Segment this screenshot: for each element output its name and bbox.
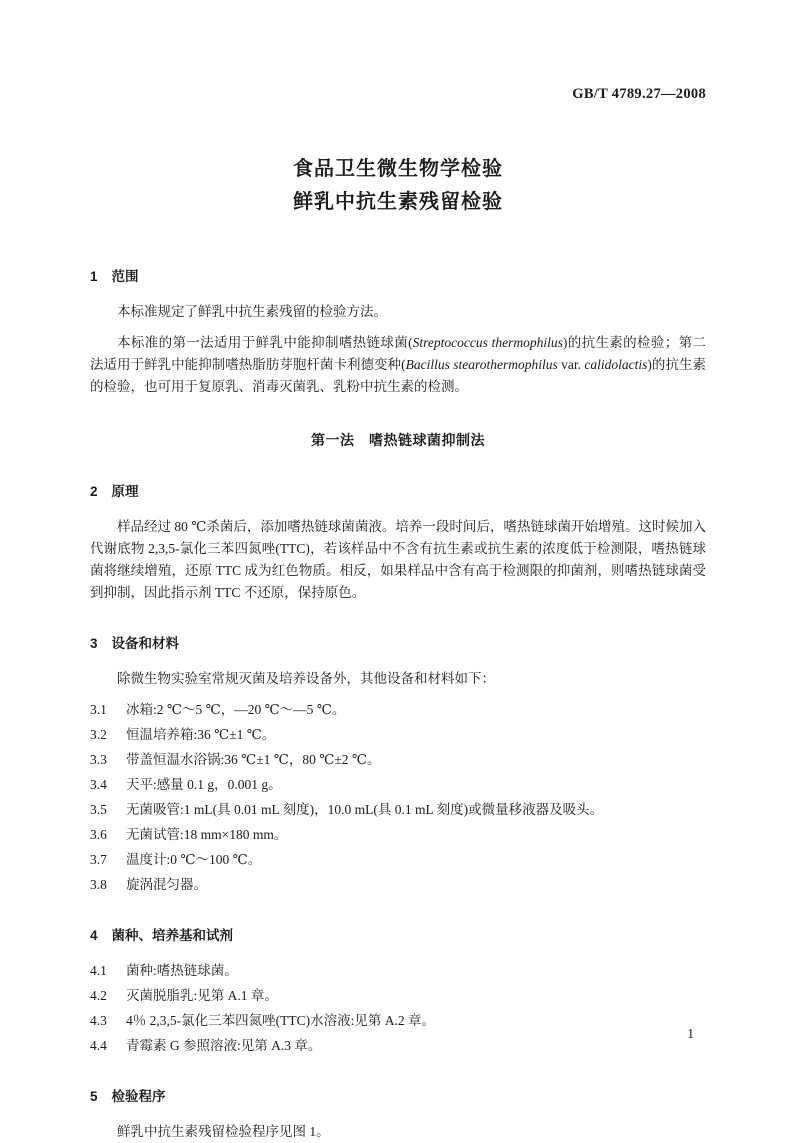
latin-species-name: Bacillus stearothermophilus bbox=[405, 357, 558, 372]
title-line-2: 鲜乳中抗生素残留检验 bbox=[293, 191, 503, 213]
document-title bbox=[90, 153, 706, 219]
item-number: 3.1 bbox=[90, 702, 107, 717]
section-5-paragraph-1: 鲜乳中抗生素残留检验程序见图 1。 bbox=[117, 1124, 330, 1139]
item-text: 恒温培养箱:36 ℃±1 ℃。 bbox=[126, 727, 276, 742]
section-5-number: 5 bbox=[90, 1089, 98, 1104]
paragraph-segment: 本标准的第一法适用于鲜乳中能抑制嗜热链球菌( bbox=[117, 335, 413, 350]
section-5-heading bbox=[90, 1085, 706, 1105]
section-2-heading bbox=[90, 480, 706, 500]
item-text: 无菌试管:18 mm×180 mm。 bbox=[126, 827, 288, 842]
section-4-number: 4 bbox=[90, 928, 98, 943]
section-1-number: 1 bbox=[90, 269, 98, 284]
list-item bbox=[90, 1035, 706, 1057]
page-number: 1 bbox=[687, 1026, 694, 1041]
section-1-heading bbox=[90, 265, 706, 285]
list-item bbox=[90, 874, 706, 896]
paragraph-segment: var. bbox=[557, 357, 585, 372]
section-5-label: 检验程序 bbox=[111, 1089, 166, 1104]
section-3-heading bbox=[90, 632, 706, 652]
list-item bbox=[90, 774, 706, 796]
list-item bbox=[90, 849, 706, 871]
section-4-heading bbox=[90, 924, 706, 944]
title-line-1: 食品卫生微生物学检验 bbox=[293, 158, 503, 180]
item-number: 4.3 bbox=[90, 1013, 107, 1028]
section-1-label: 范围 bbox=[111, 269, 139, 284]
item-number: 3.6 bbox=[90, 827, 107, 842]
section-3-number: 3 bbox=[90, 636, 98, 651]
item-number: 3.3 bbox=[90, 752, 107, 767]
standard-number: GB/T 4789.27—2008 bbox=[572, 86, 706, 102]
list-item bbox=[90, 724, 706, 746]
item-text: 灭菌脱脂乳:见第 A.1 章。 bbox=[126, 988, 278, 1003]
item-text: 青霉素 G 参照溶液:见第 A.3 章。 bbox=[126, 1038, 322, 1053]
item-text: 菌种:嗜热链球菌。 bbox=[126, 963, 238, 978]
latin-species-name: calidolactis bbox=[584, 357, 648, 372]
item-text: 冰箱:2 ℃～5 ℃，—20 ℃～—5 ℃。 bbox=[126, 702, 346, 717]
section-1-paragraph-1: 本标准规定了鲜乳中抗生素残留的检验方法。 bbox=[117, 304, 387, 319]
section-4-label: 菌种、培养基和试剂 bbox=[111, 928, 234, 943]
section-2-label: 原理 bbox=[111, 484, 139, 499]
list-item bbox=[90, 699, 706, 721]
item-text: 4％ 2,3,5-氯化三苯四氮唑(TTC)水溶液:见第 A.2 章。 bbox=[126, 1013, 435, 1028]
list-item bbox=[90, 824, 706, 846]
item-number: 4.2 bbox=[90, 988, 107, 1003]
paragraph-segment: )的抗生素的检验；第二法适用于鲜乳中能抑制嗜热脂肪芽胞杆菌卡利德变种( bbox=[90, 335, 706, 372]
section-3-label: 设备和材料 bbox=[111, 636, 180, 651]
paragraph-segment: )的抗生素的检验，也可用于复原乳、消毒灭菌乳、乳粉中抗生素的检测。 bbox=[90, 357, 707, 394]
item-number: 3.4 bbox=[90, 777, 107, 792]
section-1-paragraph-2 bbox=[90, 332, 706, 398]
item-text: 天平:感量 0.1 g，0.001 g。 bbox=[126, 777, 282, 792]
list-item bbox=[90, 799, 706, 821]
item-text: 带盖恒温水浴锅:36 ℃±1 ℃，80 ℃±2 ℃。 bbox=[126, 752, 381, 767]
list-item bbox=[90, 960, 706, 982]
method-1-heading: 第一法 嗜热链球菌抑制法 bbox=[311, 432, 485, 448]
section-2-paragraph-1: 样品经过 80 ℃杀菌后，添加嗜热链球菌菌液。培养一段时间后，嗜热链球菌开始增殖。这时候加入代谢底物 2,3,5-氯化三苯四氮唑(TTC)，若该样品中不含有抗生素或抗生素的浓度低于检测限，嗜热链球菌将继续增殖，还原 TTC 成为红色物质。相反，如果样品中含有高于检测限的抑菌剂，则嗜热链球菌受到抑制，因此指示剂 TTC 不还原，保持原色。 bbox=[90, 519, 706, 600]
section-3-intro: 除微生物实验室常规灭菌及培养设备外，其他设备和材料如下： bbox=[117, 671, 495, 686]
item-number: 3.8 bbox=[90, 877, 107, 892]
list-item bbox=[90, 985, 706, 1007]
item-number: 4.4 bbox=[90, 1038, 107, 1053]
item-number: 4.1 bbox=[90, 963, 107, 978]
list-item bbox=[90, 749, 706, 771]
section-2-number: 2 bbox=[90, 484, 98, 499]
item-number: 3.7 bbox=[90, 852, 107, 867]
latin-species-name: Streptococcus thermophilus bbox=[412, 335, 563, 350]
list-item bbox=[90, 1010, 706, 1032]
item-number: 3.5 bbox=[90, 802, 107, 817]
item-text: 无菌吸管:1 mL(具 0.01 mL 刻度)，10.0 mL(具 0.1 mL 刻度)或微量移液器及吸头。 bbox=[126, 802, 604, 817]
item-number: 3.2 bbox=[90, 727, 107, 742]
item-text: 旋涡混匀器。 bbox=[126, 877, 207, 892]
item-text: 温度计:0 ℃～100 ℃。 bbox=[126, 852, 262, 867]
